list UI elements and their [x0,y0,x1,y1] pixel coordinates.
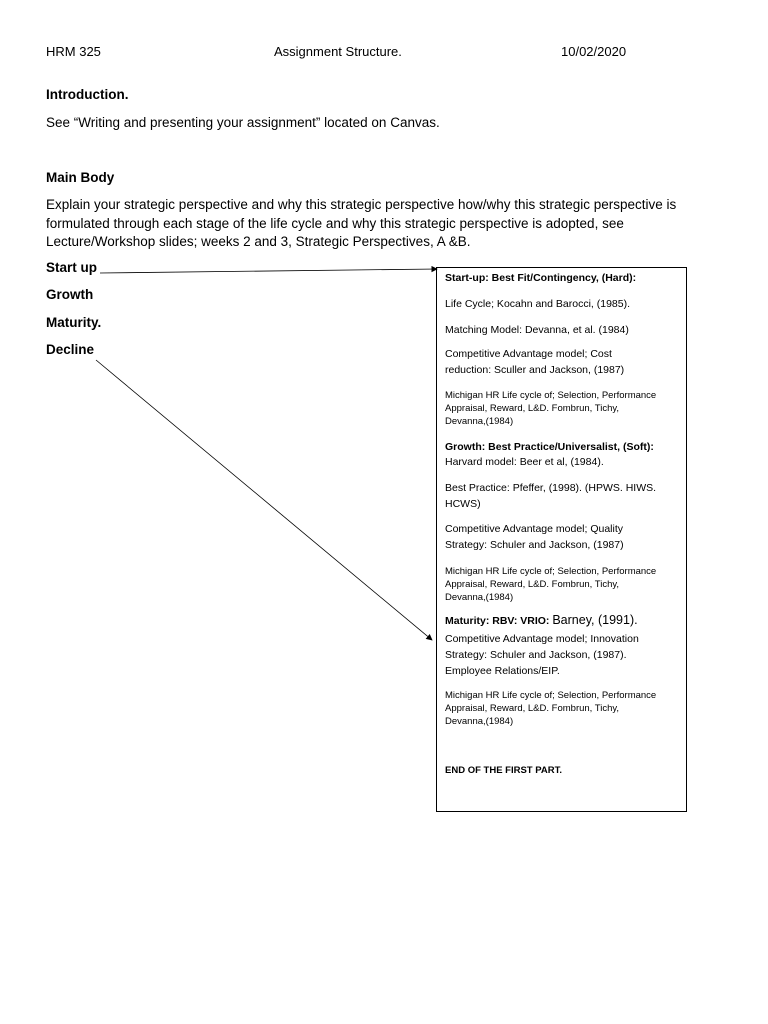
main-body-line: Lecture/Workshop slides; weeks 2 and 3, Strategic Perspectives, A &B. [46,234,471,249]
competitive-quality-line: Competitive Advantage model; Quality [445,523,624,535]
document-date: 10/02/2020 [561,44,627,59]
michigan-line: Appraisal, Reward, L&D. Fombrun, Tichy, [445,703,620,714]
introduction-text: See “Writing and presenting your assignment” located on Canvas. [46,115,440,130]
michigan-line: Michigan HR Life cycle of; Selection, Performance [445,566,657,577]
stage-growth: Growth [46,287,94,302]
course-code: HRM 325 [46,44,101,59]
start-up-arrow [100,269,437,273]
stage-start-up: Start up [46,260,98,275]
introduction-heading: Introduction. [46,87,129,102]
main-body-line: Explain your strategic perspective and why this strategic perspective how/why this strategic perspective is [46,197,677,212]
competitive-innovation-line: Strategy: Schuler and Jackson, (1987). [445,649,627,661]
best-practice-line: Best Practice: Pfeffer, (1998). (HPWS. HIWS. [445,482,657,494]
employee-relations-ref: Employee Relations/EIP. [445,665,560,677]
michigan-line: Devanna,(1984) [445,416,514,427]
competitive-cost-line: Competitive Advantage model; Cost [445,348,612,360]
startup-heading: Start-up: Best Fit/Contingency, (Hard): [445,272,637,284]
maturity-heading-line [445,613,638,630]
matching-model-ref: Matching Model: Devanna, et al. (1984) [445,324,629,336]
maturity-reference: Barney, (1991). [552,613,638,627]
growth-heading: Growth: Best Practice/Universalist, (Soft): [445,441,654,453]
stage-maturity: Maturity. [46,315,102,330]
main-body-heading: Main Body [46,170,115,185]
end-of-first-part: END OF THE FIRST PART. [445,765,562,776]
main-body-line: formulated through each stage of the life cycle and why this strategic perspective is adopted, see [46,215,624,231]
life-cycle-ref: Life Cycle; Kocahn and Barocci, (1985). [445,298,631,310]
michigan-line: Appraisal, Reward, L&D. Fombrun, Tichy, [445,579,620,590]
maturity-heading: Maturity: RBV: VRIO: [445,615,550,627]
michigan-line: Devanna,(1984) [445,592,514,603]
document-title: Assignment Structure. [274,44,402,59]
decline-arrow [96,360,432,640]
competitive-quality-line: Strategy: Schuler and Jackson, (1987) [445,539,624,551]
michigan-line: Michigan HR Life cycle of; Selection, Performance [445,390,657,401]
michigan-line: Michigan HR Life cycle of; Selection, Performance [445,690,657,701]
michigan-line: Appraisal, Reward, L&D. Fombrun, Tichy, [445,403,620,414]
stage-decline: Decline [46,342,95,357]
best-practice-line: HCWS) [445,498,481,510]
harvard-ref: Harvard model: Beer et al, (1984). [445,456,604,468]
competitive-innovation-line: Competitive Advantage model; Innovation [445,633,639,645]
michigan-line: Devanna,(1984) [445,716,514,727]
competitive-cost-line: reduction: Sculler and Jackson, (1987) [445,364,625,376]
